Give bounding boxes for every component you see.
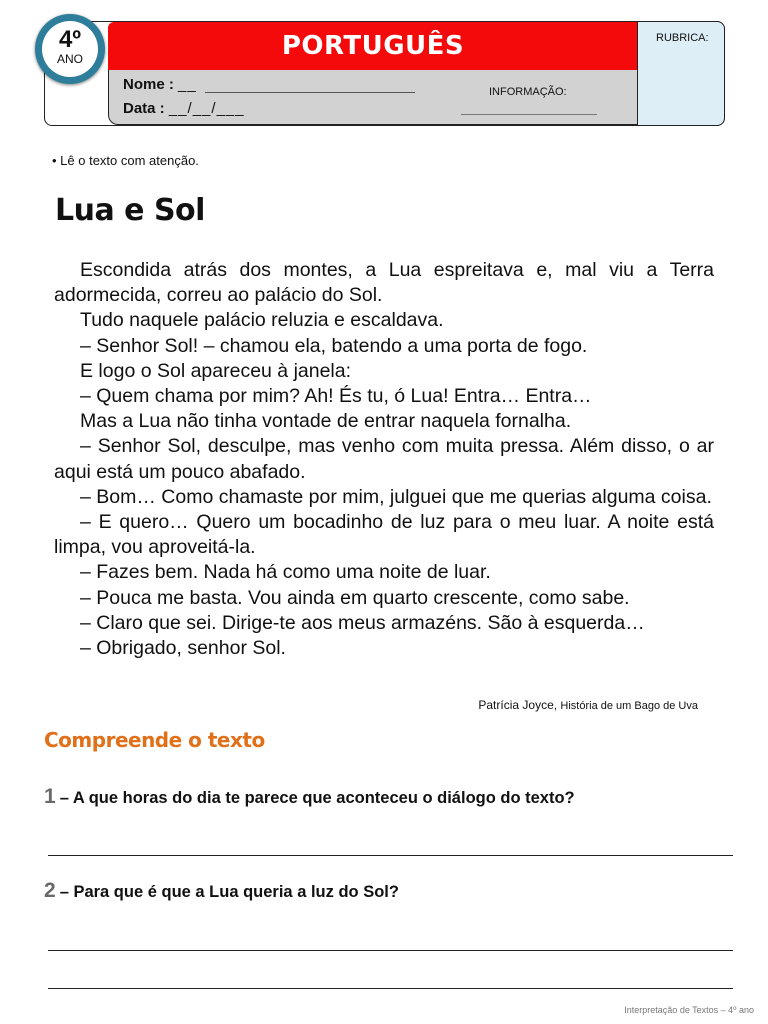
story-paragraph: – Pouca me basta. Vou ainda em quarto crescente, como sabe.: [80, 586, 630, 609]
credit-author: Patrícia Joyce,: [478, 698, 558, 712]
story-paragraph: Tudo naquele palácio reluzia e escaldava.: [80, 309, 444, 332]
credit-book: História de um Bago de Uva: [560, 700, 698, 712]
answer-line-3[interactable]: [48, 988, 733, 989]
info-label: INFORMAÇÃO:: [489, 86, 567, 98]
info-line[interactable]: [461, 114, 597, 115]
section-title: Compreende o texto: [44, 728, 265, 752]
story-text: [54, 258, 714, 661]
question-number: 2: [44, 879, 56, 902]
student-info-box: [108, 70, 638, 125]
subject-title-bar: [108, 22, 638, 70]
grade-label: ANO: [56, 52, 83, 66]
story-paragraph: Escondida atrás dos montes, a Lua espreitava e, mal viu a Terra adormecida, correu ao palácio do Sol.: [54, 259, 714, 307]
question-text: – Para que é que a Lua queria a luz do Sol?: [59, 883, 399, 901]
instruction: • Lê o texto com atenção.: [52, 153, 199, 168]
answer-line-1[interactable]: [48, 855, 733, 856]
story-paragraph: – Bom… Como chamaste por mim, julguei que me querias alguma coisa.: [80, 485, 712, 508]
date-field[interactable]: [123, 100, 245, 117]
footer: Interpretação de Textos – 4º ano: [624, 1005, 754, 1015]
grade-badge-inner: [42, 21, 98, 77]
question-text: – A que horas do dia te parece que aconteceu o diálogo do texto?: [59, 789, 575, 807]
rubrica-label: RUBRICA:: [656, 32, 709, 44]
story-paragraph: – Claro que sei. Dirige-te aos meus armazéns. São à esquerda…: [80, 611, 645, 634]
answer-line-2[interactable]: [48, 950, 733, 951]
name-field[interactable]: [123, 76, 415, 93]
name-line: [205, 78, 415, 93]
question-2: [44, 879, 399, 903]
rubrica-box: [637, 21, 725, 126]
story-paragraph: – E quero… Quero um bocadinho de luz para o meu luar. A noite está limpa, vou aproveitá-la.: [54, 511, 714, 559]
question-number: 1: [44, 785, 56, 808]
story-paragraph: – Obrigado, senhor Sol.: [80, 637, 286, 660]
date-label: Data :: [123, 100, 165, 117]
subject-title: PORTUGUÊS: [281, 31, 465, 61]
name-value: __: [178, 76, 197, 93]
question-1: [44, 785, 575, 809]
grade-number: 4º: [58, 26, 82, 53]
story-paragraph: – Senhor Sol! – chamou ela, batendo a uma porta de fogo.: [80, 334, 588, 357]
story-paragraph: – Fazes bem. Nada há como uma noite de luar.: [80, 561, 491, 584]
date-value: __/__/___: [168, 100, 245, 117]
story-paragraph: – Quem chama por mim? Ah! És tu, ó Lua! Entra… Entra…: [80, 385, 592, 408]
story-paragraph: Mas a Lua não tinha vontade de entrar naquela fornalha.: [80, 410, 572, 433]
credit: [478, 698, 698, 712]
story-paragraph: – Senhor Sol, desculpe, mas venho com muita pressa. Além disso, o ar aqui está um pouco abafado.: [54, 435, 714, 483]
name-label: Nome :: [123, 76, 174, 93]
story-paragraph: E logo o Sol apareceu à janela:: [80, 359, 352, 382]
text-title: Lua e Sol: [55, 193, 205, 228]
grade-badge: [35, 14, 105, 84]
